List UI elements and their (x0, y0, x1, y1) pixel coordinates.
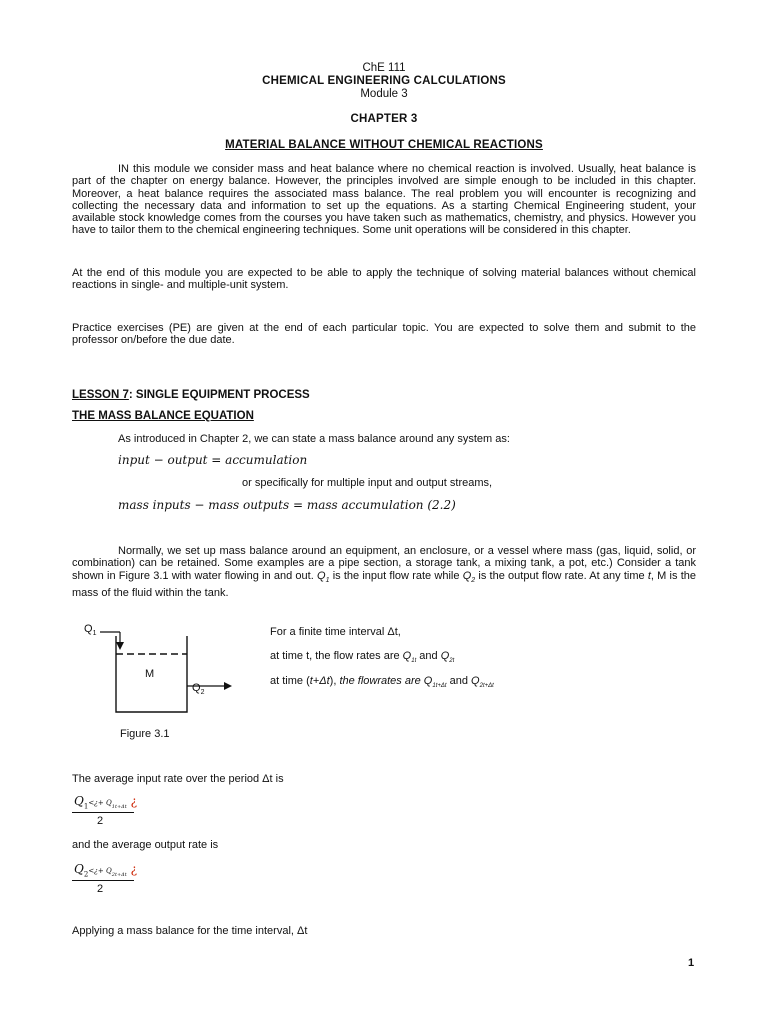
lesson-title: LESSON 7: SINGLE EQUIPMENT PROCESS (72, 389, 310, 401)
chapter-title: MATERIAL BALANCE WITHOUT CHEMICAL REACTIONS (225, 139, 543, 151)
figure-note-3: at time (t+Δt), the flowrates are $Q_{1t+\Delta t}$ and $Q_{2t+\Delta t}$ (270, 675, 494, 690)
fraction-1-numerator: $Q_1<¿+ Q_{1t+\Delta t}$ ¿ (74, 794, 138, 811)
specific-line: or specifically for multiple input and output streams, (242, 477, 493, 489)
section-intro-line: As introduced in Chapter 2, we can state a mass balance around any system as: (118, 433, 510, 445)
label-q2: $Q_2$ (192, 682, 205, 697)
figure-note-2: at time t, the flow rates are $Q_{1t}$ and $Q_{2t}$ (270, 650, 455, 665)
figure-note-1: For a finite time interval Δt, (270, 626, 401, 638)
equation-general: input − output = accumulation (118, 453, 308, 467)
document-title: CHEMICAL ENGINEERING CALCULATIONS (262, 75, 506, 87)
equation-2-2: mass inputs − mass outputs = mass accumulation (2.2) (118, 498, 456, 512)
tank-diagram (78, 618, 238, 718)
avg-input-line: The average input rate over the period Δt is (72, 773, 284, 785)
intro-paragraph-3: Practice exercises (PE) are given at the end of each particular topic. You are expected to solve them and submit to the professor on/before the due date. (72, 322, 696, 347)
course-code: ChE 111 (362, 62, 406, 74)
mass-balance-line: Applying a mass balance for the time interval, Δt (72, 925, 308, 937)
label-m: M (145, 668, 155, 680)
fraction-2-denominator: 2 (97, 883, 104, 895)
fraction-1-denominator: 2 (97, 815, 104, 827)
chapter-label: CHAPTER 3 (350, 113, 418, 125)
intro-paragraph-2: At the end of this module you are expected to be able to apply the technique of solving material balances without chemical reactions in single- and multiple-unit system. (72, 267, 696, 292)
label-q1: $Q_1$ (84, 623, 97, 638)
avg-output-line: and the average output rate is (72, 839, 219, 851)
fraction-2-bar (72, 880, 134, 881)
paragraph-normally: Normally, we set up mass balance around an equipment, an enclosure, or a vessel where mass (gas, liquid, solid, or combination) can be retained. Some examples are a pipe section, a storage tank, a mixing tank, a pot, etc.) Consider a tank shown in Figure 3.1 with water flowing in and out. $Q_1$ is the input flow rate while $Q_2$ is the output flow rate. At any time t, M is the mass of the fluid within the tank. (72, 545, 697, 600)
section-title: THE MASS BALANCE EQUATION (72, 410, 254, 422)
fraction-2-numerator: $Q_2<¿+ Q_{2t+\Delta t}$ ¿ (74, 862, 138, 879)
figure-caption: Figure 3.1 (120, 728, 170, 740)
page-number: 1 (688, 957, 695, 969)
module-label: Module 3 (360, 88, 408, 100)
fraction-1-bar (72, 812, 134, 813)
intro-paragraph-1: IN this module we consider mass and heat balance where no chemical reaction is involved. Usually, heat balance is part of the chapter on energy balance. However, the principles involved are simple enough to be included in this chapter. Moreover, a heat balance requires the associated mass balance. The real problem you will encounter is recognizing and collecting the necessary data and information to set up the equations. As a starting Chemical Engineering student, your available stock knowledge comes from the courses you have taken such as mathematics, chemistry, and physics. However you have to tailor them to the chemical engineering techniques. Some unit operations will be considered in this chapter. (72, 163, 696, 237)
